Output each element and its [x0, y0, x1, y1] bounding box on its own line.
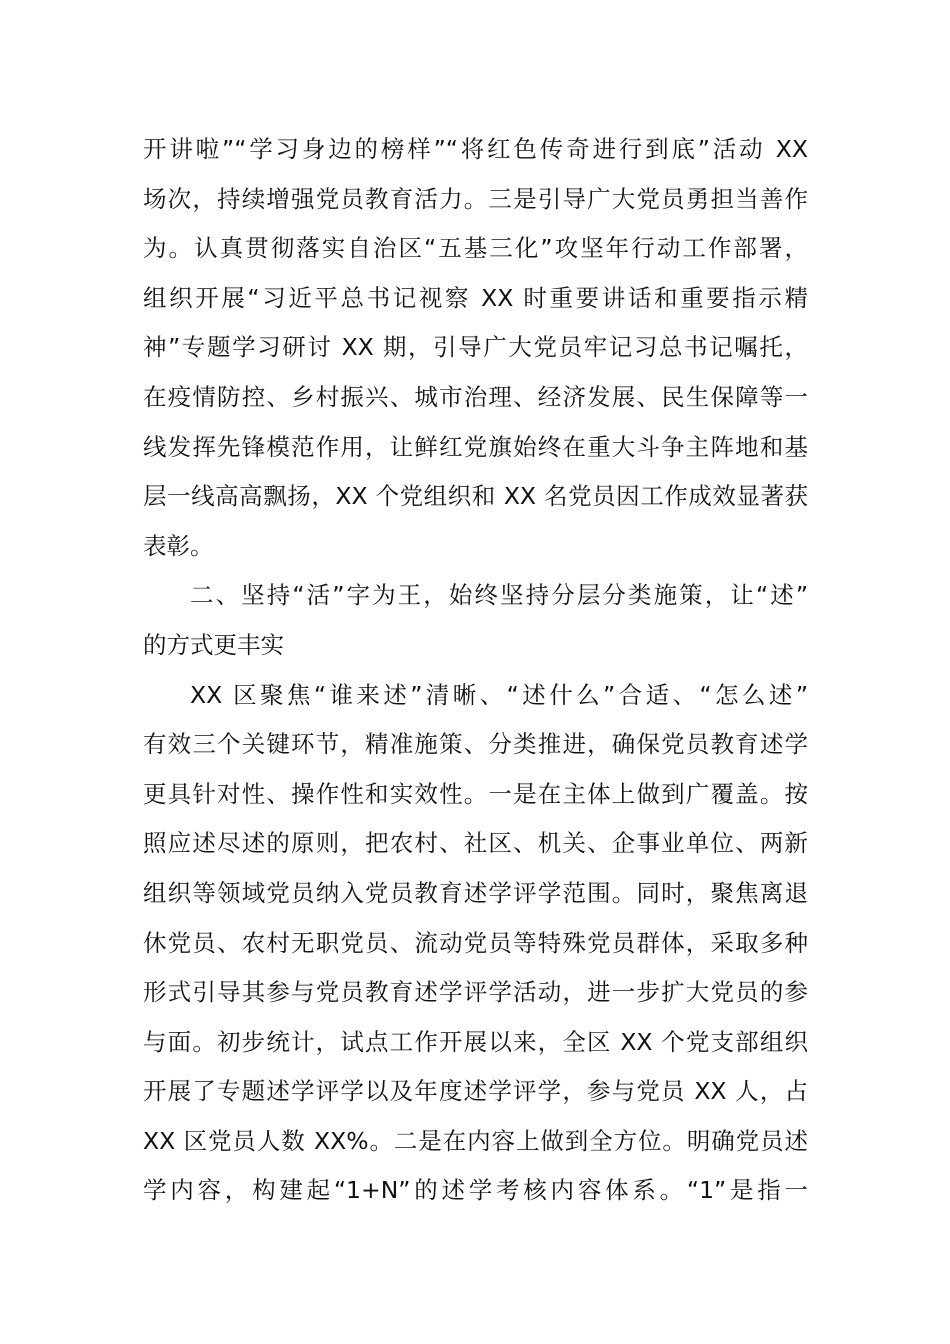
paragraph-line: 开展了专题述学评学以及年度述学评学，参与党员 XX 人，占 [143, 1077, 808, 1106]
paragraph-line: 形式引导其参与党员教育述学评学活动，进一步扩大党员的参 [143, 978, 808, 1007]
paragraph-line: 神”专题学习研讨 XX 期，引导广大党员牢记习总书记嘱托， [143, 333, 808, 362]
paragraph-line: XX 区党员人数 XX%。二是在内容上做到全方位。明确党员述 [143, 1126, 808, 1155]
paragraph-line: 组织开展“习近平总书记视察 XX 时重要讲话和重要指示精 [143, 283, 808, 312]
paragraph-line: 学内容，构建起“1+N”的述学考核内容体系。“1”是指一 [143, 1176, 808, 1205]
paragraph-line: 与面。初步统计，试点工作开展以来，全区 XX 个党支部组织 [143, 1027, 808, 1056]
paragraph-line: 线发挥先锋模范作用，让鲜红党旗始终在重大斗争主阵地和基 [143, 432, 808, 461]
paragraph-line: 组织等领域党员纳入党员教育述学评学范围。同时，聚焦离退 [143, 878, 808, 907]
paragraph-1 [143, 125, 808, 571]
heading-line: 的方式更丰实 [143, 630, 284, 659]
paragraph-line: 为。认真贯彻落实自治区“五基三化”攻坚年行动工作部署， [143, 234, 808, 263]
paragraph-line: 在疫情防控、乡村振兴、城市治理、经济发展、民生保障等一 [143, 382, 808, 411]
paragraph-line: 有效三个关键环节，精准施策、分类推进，确保党员教育述学 [143, 730, 808, 759]
paragraph-line: 休党员、农村无职党员、流动党员等特殊党员群体，采取多种 [143, 928, 808, 957]
section-heading [143, 571, 808, 670]
paragraph-line: XX 区聚焦“谁来述”清晰、“述什么”合适、“怎么述” [190, 680, 808, 709]
document-body [143, 125, 808, 1216]
paragraph-line: 开讲啦”“学习身边的榜样”“将红色传奇进行到底”活动 XX [143, 135, 808, 163]
paragraph-line: 更具针对性、操作性和实效性。一是在主体上做到广覆盖。按 [143, 779, 808, 808]
paragraph-line: 层一线高高飘扬，XX 个党组织和 XX 名党员因工作成效显著获 [143, 482, 808, 511]
paragraph-line: 表彰。 [143, 531, 214, 560]
paragraph-line: 场次，持续增强党员教育活力。三是引导广大党员勇担当善作 [143, 184, 808, 213]
paragraph-2 [143, 671, 808, 1217]
heading-line: 二、坚持“活”字为王，始终坚持分层分类施策，让“述” [190, 581, 808, 610]
paragraph-line: 照应述尽述的原则，把农村、社区、机关、企事业单位、两新 [143, 829, 808, 858]
